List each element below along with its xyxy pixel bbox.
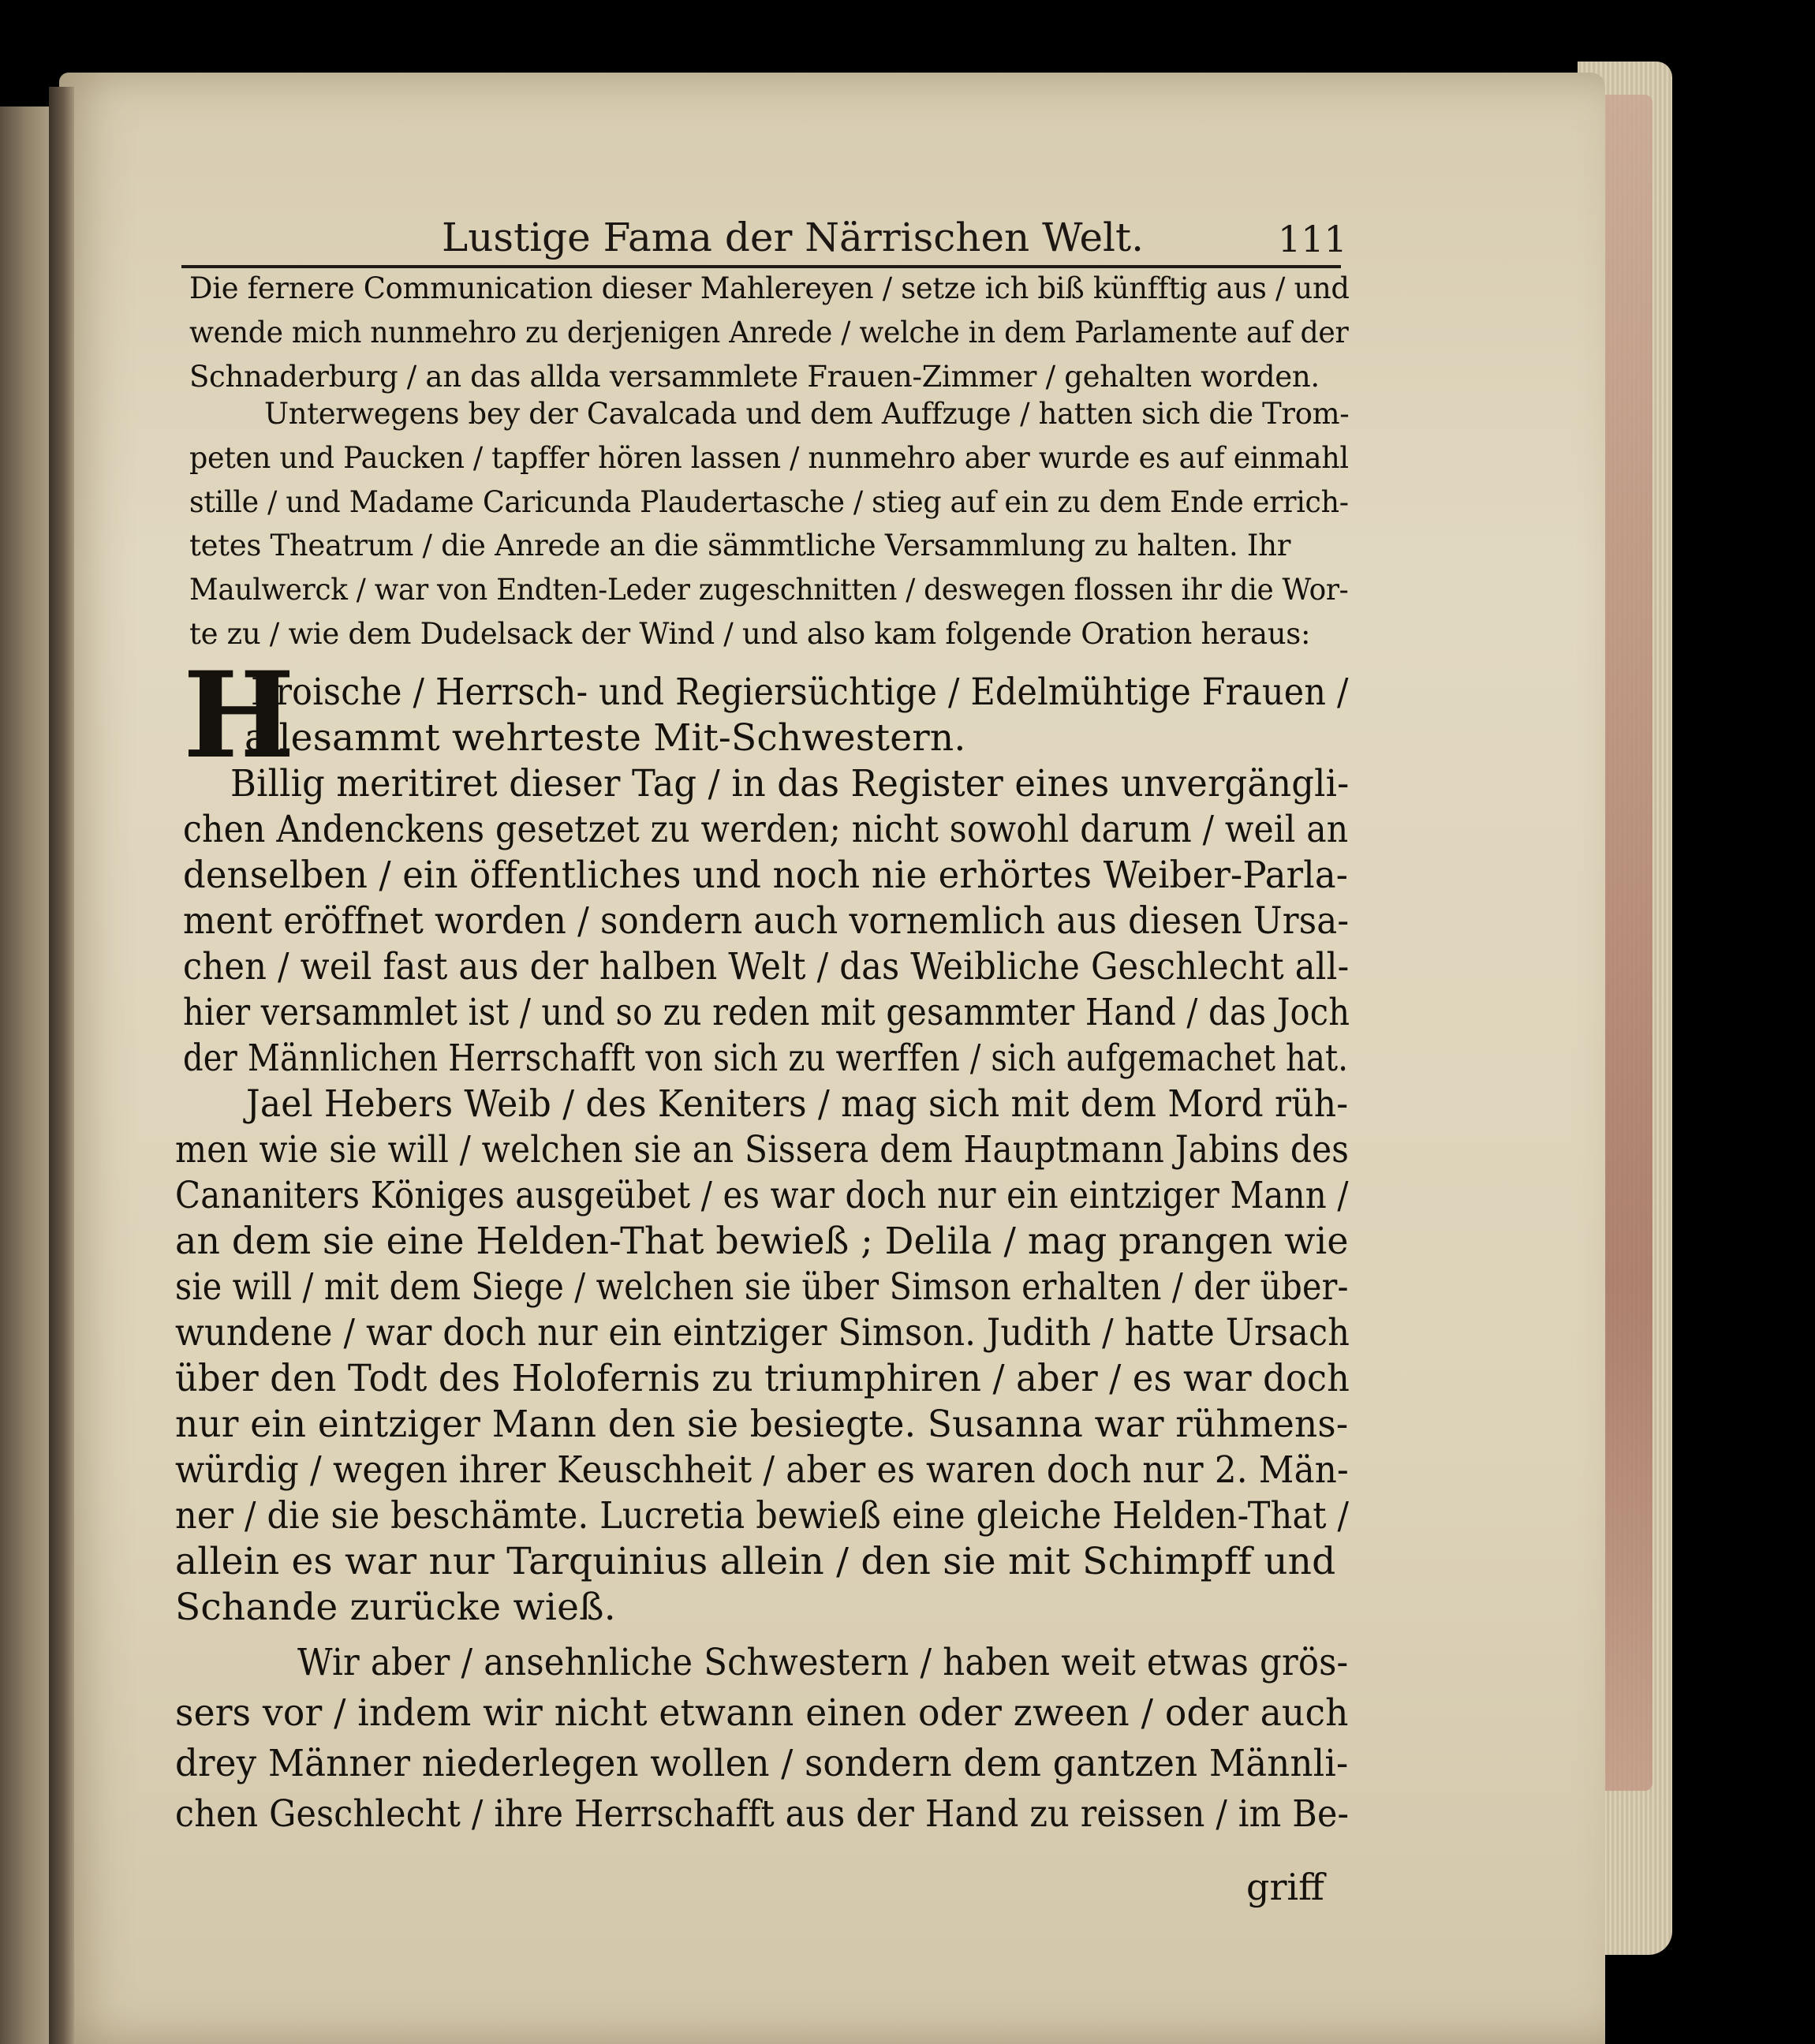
text-line: Cananiters Königes ausgeübet / es war doch nur ein eintziger Mann /: [175, 1174, 1349, 1217]
text-line: te zu / wie dem Dudelsack der Wind / und also kam folgende Oration heraus:: [189, 617, 1311, 651]
running-head: [181, 215, 1349, 262]
text-line: allein es war nur Tarquinius allein / den sie mit Schimpff und: [175, 1540, 1336, 1583]
text-line: chen Geschlecht / ihre Herrschafft aus der Hand zu reissen / im Be-: [175, 1792, 1350, 1836]
text-line: Schande zurücke wieß.: [175, 1586, 616, 1629]
text-line: stille / und Madame Caricunda Plaudertasche / stieg auf ein zu dem Ende errich-: [189, 485, 1349, 519]
text-line: Maulwerck / war von Endten-Leder zugeschnitten / deswegen flossen ihr die Wor-: [189, 573, 1349, 607]
catchword: griff: [1246, 1866, 1324, 1908]
text-line: Billig meritiret dieser Tag / in das Register eines unvergängli-: [230, 762, 1350, 805]
text-line: drey Männer niederlegen wollen / sondern dem gantzen Männli-: [175, 1742, 1349, 1785]
text-line: Die fernere Communication dieser Mahlereyen / setze ich biß künfftig aus / und: [189, 271, 1350, 305]
text-line: an dem sie eine Helden-That bewieß ; Delila / mag prangen wie: [175, 1220, 1349, 1263]
text-line: Eroische / Herrsch- und Regiersüchtige / Edelmühtige Frauen /: [251, 671, 1349, 714]
page-number: 111: [1278, 218, 1347, 260]
text-line: chen Andenckens gesetzet zu werden; nicht sowohl darum / weil an: [183, 808, 1349, 851]
text-line: würdig / wegen ihrer Keuschheit / aber es waren doch nur 2. Män-: [175, 1448, 1349, 1492]
text-line: chen / weil fast aus der halben Welt / das Weibliche Geschlecht all-: [183, 945, 1350, 988]
red-fore-edge: [1605, 95, 1653, 1791]
text-line: der Männlichen Herrschafft von sich zu werffen / sich aufgemachet hat.: [183, 1037, 1349, 1080]
text-line: Jael Hebers Weib / des Keniters / mag sich mit dem Mord rüh-: [246, 1082, 1349, 1126]
text-line: hier versammlet ist / und so zu reden mit gesammter Hand / das Joch: [183, 991, 1350, 1034]
text-line: über den Todt des Holofernis zu triumphiren / aber / es war doch: [175, 1357, 1350, 1400]
text-line: tetes Theatrum / die Anrede an die sämmtliche Versammlung zu halten. Ihr: [189, 529, 1291, 562]
text-line: nur ein eintziger Mann den sie besiegte. Susanna war rühmens-: [175, 1403, 1349, 1446]
text-line: wundene / war doch nur ein eintziger Simson. Judith / hatte Ursach: [175, 1311, 1350, 1355]
text-line: ment eröffnet worden / sondern auch vornemlich aus diesen Ursa-: [183, 899, 1350, 943]
text-line: Unterwegens bey der Cavalcada und dem Auffzuge / hatten sich die Trom-: [264, 397, 1350, 431]
text-line: men wie sie will / welchen sie an Sissera dem Hauptmann Jabins des: [175, 1128, 1350, 1171]
text-line: sers vor / indem wir nicht etwann einen oder zween / oder auch: [175, 1691, 1349, 1735]
text-line: wende mich nunmehro zu derjenigen Anrede / welche in dem Parlamente auf der: [189, 316, 1349, 349]
text-line: ner / die sie beschämte. Lucretia bewieß eine gleiche Helden-That /: [175, 1494, 1350, 1538]
text-line: peten und Paucken / tapffer hören lassen / nunmehro aber wurde es auf einmahl: [189, 441, 1349, 475]
text-line: denselben / ein öffentliches und noch nie erhörtes Weiber-Parla-: [183, 854, 1349, 897]
drop-initial: H: [183, 646, 295, 785]
text-line: Schnaderburg / an das allda versammlete Frauen-Zimmer / gehalten worden.: [189, 360, 1320, 394]
head-rule: [181, 265, 1341, 268]
book-gutter: [49, 87, 74, 2044]
text-line: sie will / mit dem Siege / welchen sie über Simson erhalten / der über-: [175, 1265, 1349, 1309]
text-line: Wir aber / ansehnliche Schwestern / haben weit etwas grös-: [297, 1641, 1349, 1684]
text-line: allesammt wehrteste Mit-Schwestern.: [245, 716, 966, 760]
running-title: Lustige Fama der Närrischen Welt.: [442, 215, 1145, 260]
